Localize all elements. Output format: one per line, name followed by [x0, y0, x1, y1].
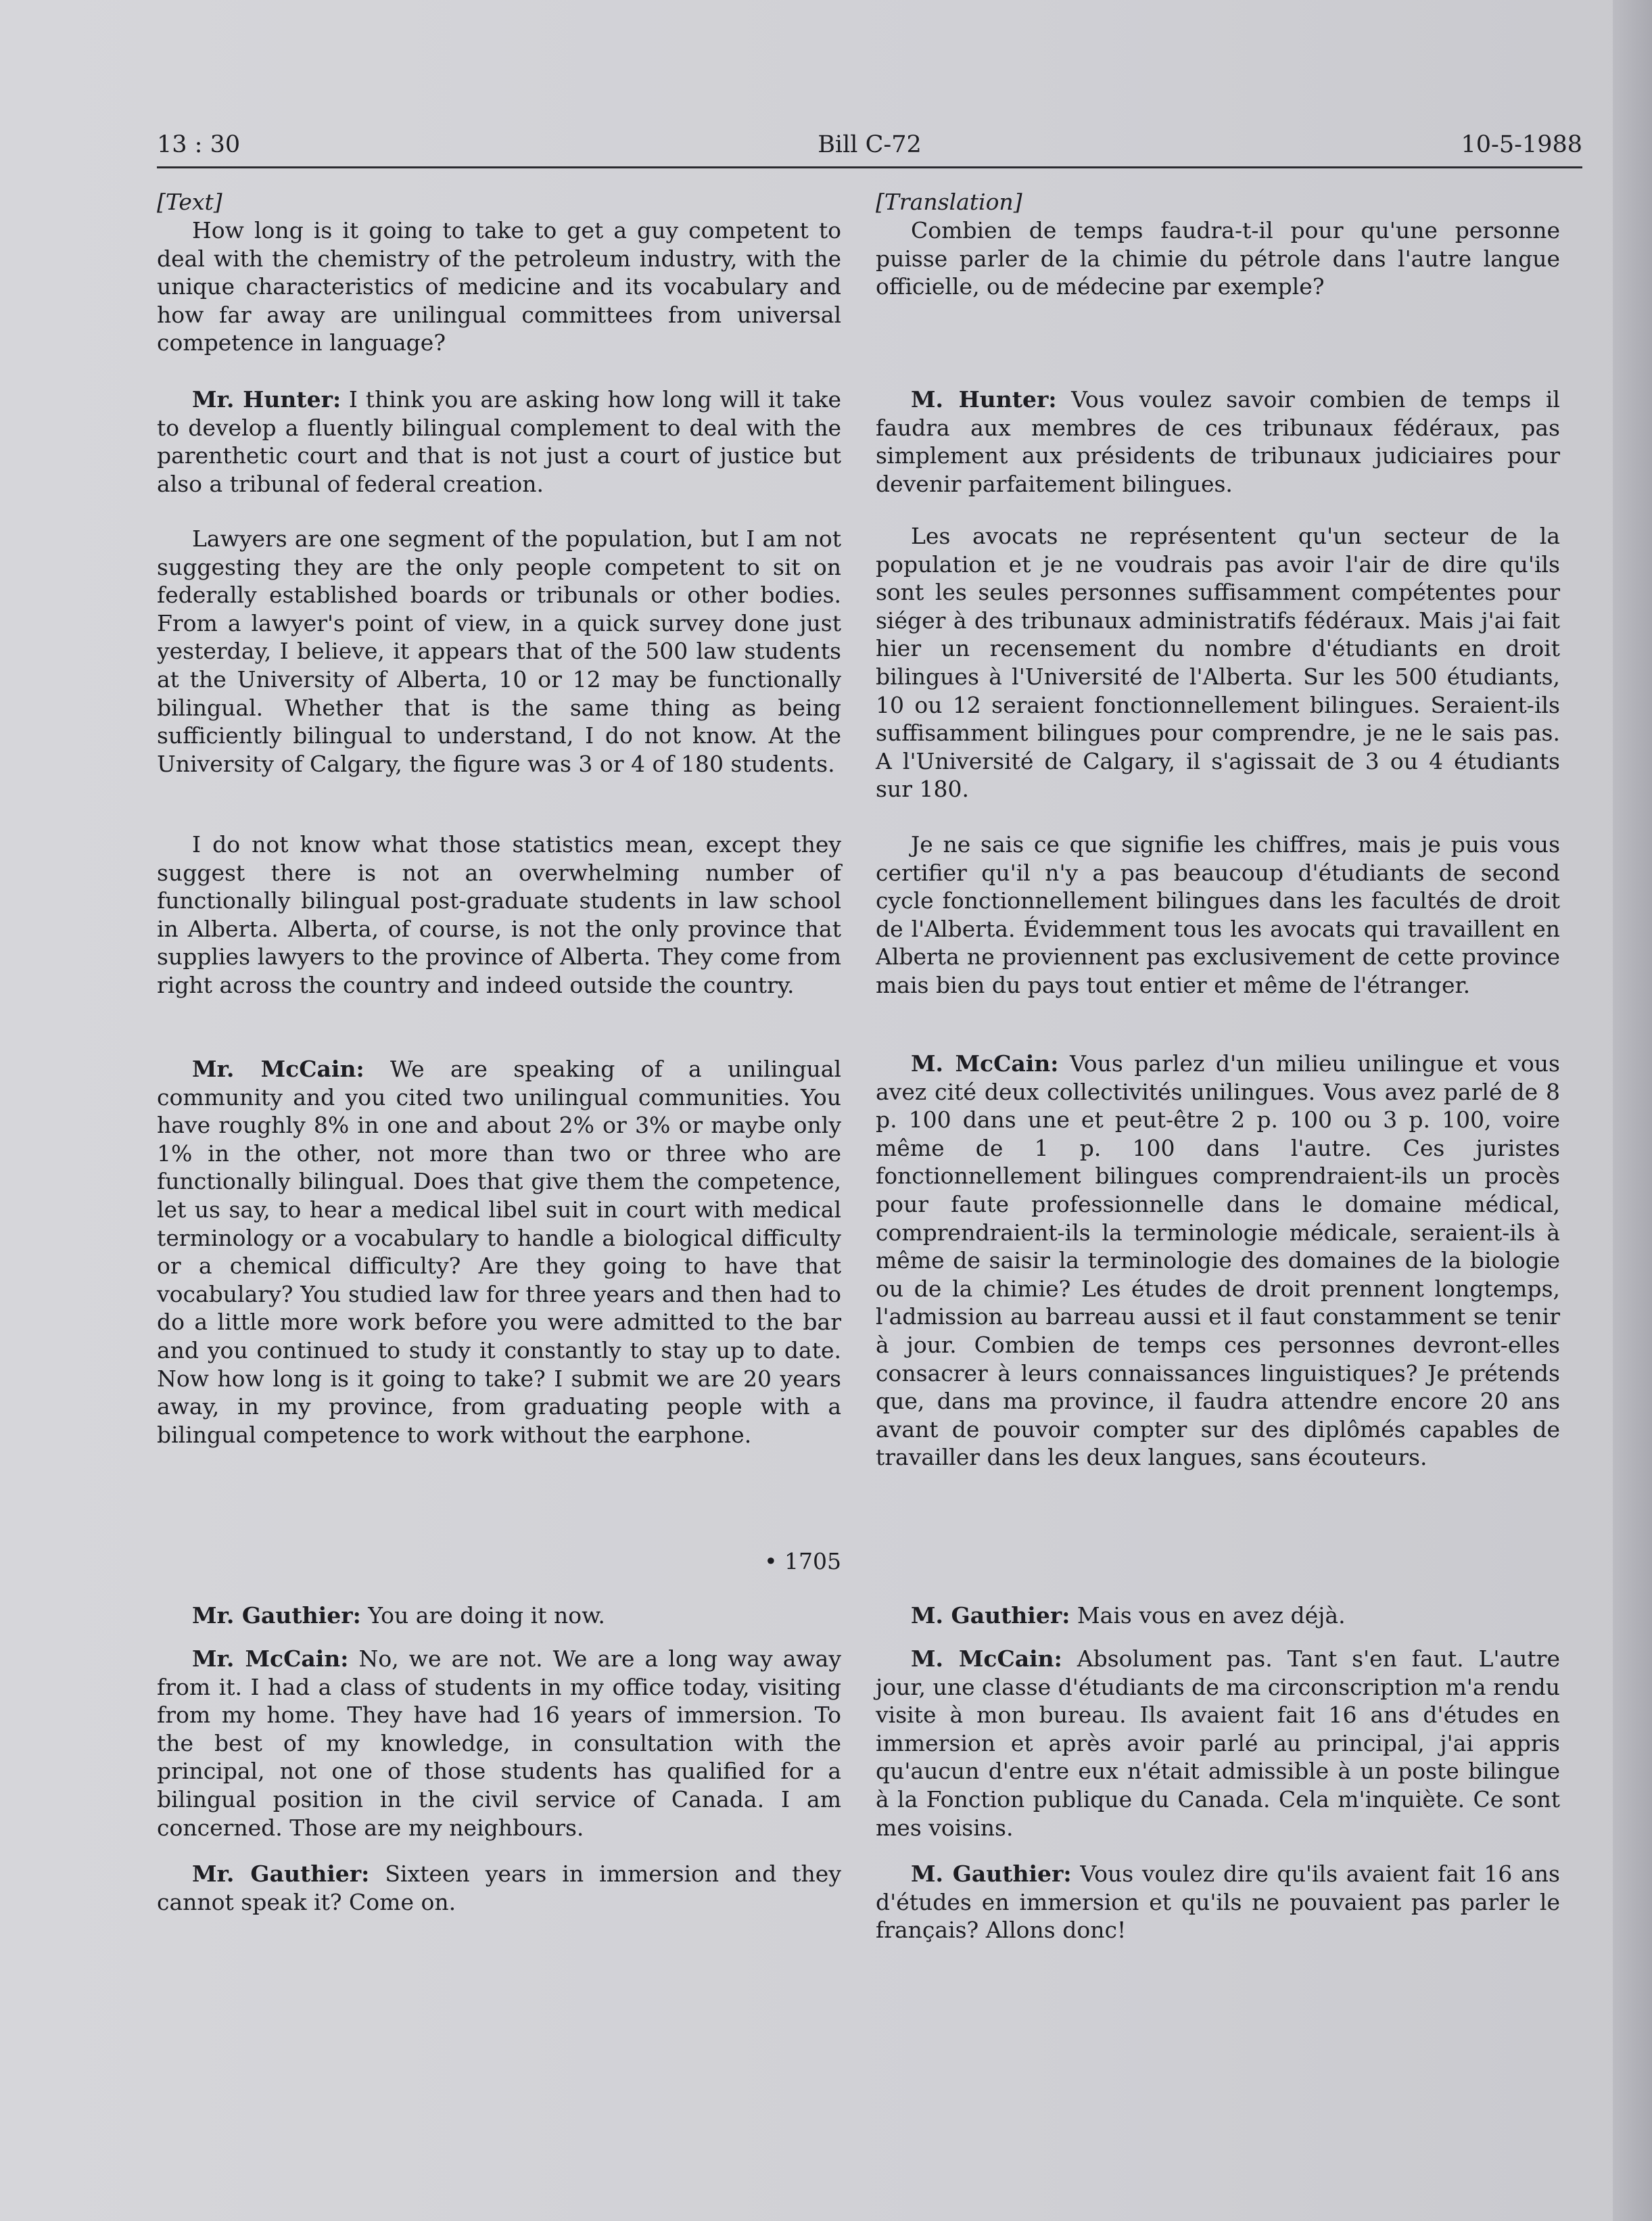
- speaker-name: Mr. Gauthier:: [192, 1861, 370, 1887]
- paragraph: M. McCain: Absolument pas. Tant s'en faut. L'autre jour, une classe d'étudiants de ma circonscription m'a rendu visite à mon bureau. Ils avaient fait 16 ans d'études en immersion et après avoir parlé au principal, j'ai appris qu'aucun d'entre eux n'était admissible à un poste bilingue à la Fonction publique du Canada. Cela m'inquiète. Ce sont mes voisins.: [876, 1645, 1560, 1841]
- paragraph: I do not know what those statistics mean, except they suggest there is not an overwhelming number of functionally bilingual post-graduate students in law school in Alberta. Alberta, of course, is not the only province that supplies lawyers to the province of Alberta. They come from right across the country and indeed outside the country.: [157, 831, 841, 998]
- paragraph: Combien de temps faudra-t-il pour qu'une personne puisse parler de la chimie du pétrole dans l'autre langue officielle, ou de médecine par exemple?: [876, 217, 1560, 300]
- paragraph: M. Hunter: Vous voulez savoir combien de temps il faudra aux membres de ces tribunaux fédéraux, pas simplement aux présidents de tribunaux judiciaires pour devenir parfaitement bilingues.: [876, 386, 1560, 497]
- page-edge: [1613, 0, 1652, 2221]
- paragraph: M. Gauthier: Vous voulez dire qu'ils avaient fait 16 ans d'études en immersion et qu'ils ne pouvaient pas parler le français? Allons donc!: [876, 1861, 1560, 1944]
- speaker-name: Mr. Hunter:: [192, 386, 341, 413]
- speaker-name: Mr. Gauthier:: [192, 1602, 361, 1629]
- page-number: 13 : 30: [157, 131, 241, 158]
- speaker-name: M. Hunter:: [911, 386, 1057, 413]
- running-header: [157, 128, 1582, 168]
- paragraph: Mr. McCain: We are speaking of a unilingual community and you cited two unilingual communities. You have roughly 8% in one and about 2% or 3% or maybe only 1% in the other, not more than two or three who are functionally bilingual. Does that give them the competence, let us say, to hear a medical libel suit in court with medical terminology or a vocabulary to handle a biological difficulty or a chemical difficulty? Are they going to have that vocabulary? You studied law for three years and then had to do a little more work before you were admitted to the bar and you continued to study it constantly to stay up to date. Now how long is it going to take? I submit we are 20 years away, in my province, from graduating people with a bilingual competence to work without the earphone.: [157, 1056, 842, 1448]
- time-marker: • 1705: [764, 1548, 841, 1574]
- speaker-name: M. Gauthier:: [911, 1602, 1070, 1629]
- paragraph: Mr. Gauthier: You are doing it now.: [192, 1602, 605, 1629]
- bill-title: Bill C-72: [818, 131, 922, 158]
- paragraph: M. Gauthier: Mais vous en avez déjà.: [911, 1602, 1346, 1629]
- paragraph: Je ne sais ce que signifie les chiffres, mais je puis vous certifier qu'il n'y a pas beaucoup d'étudiants de second cycle fonctionnellement bilingues dans les facultés de droit de l'Alberta. Évidemment tous les avocats qui travaillent en Alberta ne proviennent pas exclusivement de cette province mais bien du pays tout entier et même de l'étranger.: [876, 831, 1560, 998]
- speaker-name: Mr. McCain:: [192, 1056, 364, 1082]
- speaker-name: M. Gauthier:: [911, 1861, 1072, 1887]
- paragraph: Les avocats ne représentent qu'un secteur de la population et je ne voudrais pas avoir l'air de dire qu'ils sont les seules personnes suffisamment compétentes pour siéger à des tribunaux administratifs fédéraux. Mais j'ai fait hier un recensement du nombre d'étudiants en droit bilingues à l'Université de l'Alberta. Sur les 500 étudiants, 10 ou 12 seraient fonctionnellement bilingues. Seraient-ils suffisamment bilingues pour comprendre, je ne le sais pas. A l'Université de Calgary, il s'agissait de 3 ou 4 étudiants sur 180.: [876, 523, 1560, 803]
- speaker-name: M. McCain:: [911, 1645, 1062, 1672]
- sitting-date: 10-5-1988: [1461, 131, 1582, 158]
- paragraph: How long is it going to take to get a guy competent to deal with the chemistry of the petroleum industry, with the unique characteristics of medicine and its vocabulary and how far away are unilingual committees from universal competence in language?: [157, 217, 841, 356]
- paragraph: M. McCain: Vous parlez d'un milieu unilingue et vous avez cité deux collectivités unilingues. Vous avez parlé de 8 p. 100 dans une et peut-être 2 p. 100 ou 3 p. 100, voire même de 1 p. 100 dans l'autre. Ces juristes fonctionnellement bilingues comprendraient-ils un procès pour faute professionnelle dans le domaine médical, comprendraient-ils la terminologie médicale, seraient-ils à même de saisir la terminologie des domaines de la biologie ou de la chimie? Les études de droit prennent longtemps, l'admission au barreau aussi et il faut constamment se tenir à jour. Combien de temps ces personnes devront-elles consacrer à leurs connaissances linguistiques? Je prétends que, dans ma province, il faudra attendre encore 20 ans avant de pouvoir compter sur des diplômés capables de travailler dans les deux langues, sans écouteurs.: [876, 1050, 1560, 1471]
- paragraph: Mr. McCain: No, we are not. We are a long way away from it. I had a class of students in my office today, visiting from my home. They have had 16 years of immersion. To the best of my knowledge, in consultation with the principal, not one of those students has qualified for a bilingual position in the civil service of Canada. I am concerned. Those are my neighbours.: [157, 1645, 842, 1841]
- translation-label: [Translation]: [876, 189, 1022, 215]
- text-label: [Text]: [157, 189, 222, 215]
- paragraph: Lawyers are one segment of the population, but I am not suggesting they are the only people competent to sit on federally established boards or tribunals or other bodies. From a lawyer's point of view, in a quick survey done just yesterday, I believe, it appears that of the 500 law students at the University of Alberta, 10 or 12 may be functionally bilingual. Whether that is the same thing as being sufficiently bilingual to understand, I do not know. At the University of Calgary, the figure was 3 or 4 of 180 students.: [157, 525, 841, 777]
- speaker-name: M. McCain:: [911, 1050, 1059, 1077]
- paragraph: Mr. Gauthier: Sixteen years in immersion and they cannot speak it? Come on.: [157, 1861, 841, 1915]
- paragraph: Mr. Hunter: I think you are asking how long will it take to develop a fluently bilingual complement to deal with the parenthetic court and that is not just a court of justice but also a tribunal of federal creation.: [157, 386, 841, 497]
- speaker-name: Mr. McCain:: [192, 1645, 349, 1672]
